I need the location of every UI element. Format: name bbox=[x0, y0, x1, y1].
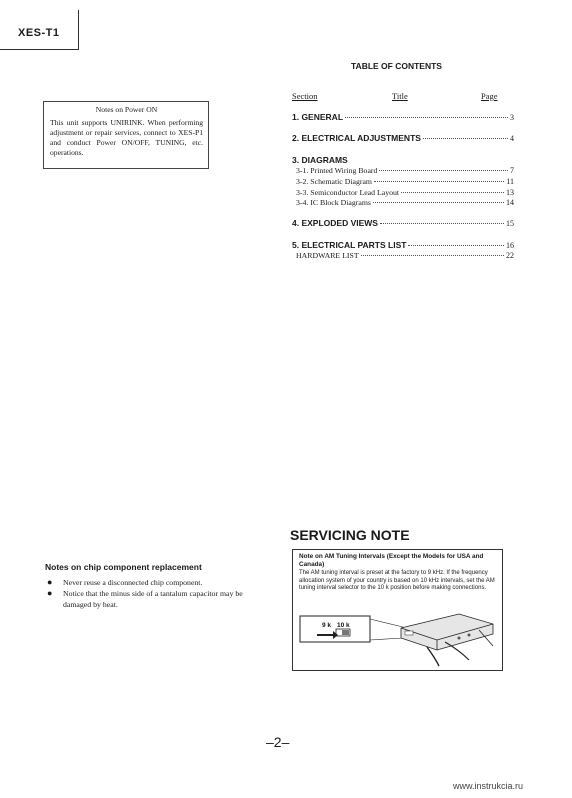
toc-entry-page: 3 bbox=[510, 113, 514, 122]
tuner-unit bbox=[401, 614, 493, 650]
am-tuning-note-body: The AM tuning interval is preset at the factory to 9 kHz. If the frequency allocation system of your country is based on 10 kHz intervals, set the AM tuning interval selector to the 10 k position before making connections. bbox=[299, 570, 495, 591]
bullet-icon: ● bbox=[47, 577, 53, 587]
toc-entry-electrical-parts-list[interactable] bbox=[292, 240, 514, 250]
power-on-note-box bbox=[43, 101, 209, 169]
toc-entry-exploded-views[interactable] bbox=[292, 218, 514, 228]
selector-label-10k: 10 k bbox=[337, 622, 350, 629]
toc-entry-page: 16 bbox=[506, 241, 514, 250]
toc-leader-dots bbox=[423, 138, 508, 139]
toc-entry-page: 7 bbox=[510, 166, 514, 175]
toc-entry-general[interactable] bbox=[292, 112, 514, 122]
toc-entry-label: 3-3. Semiconductor Lead Layout bbox=[296, 188, 400, 197]
toc-entry-label: 3-1. Printed Wiring Board bbox=[296, 166, 378, 175]
toc-leader-dots bbox=[379, 170, 508, 171]
toc-entry-label: 1. GENERAL bbox=[292, 112, 344, 122]
toc-leader-dots bbox=[408, 245, 504, 246]
am-tuning-note-box bbox=[292, 549, 503, 671]
chip-note-text: Never reuse a disconnected chip component. bbox=[63, 578, 203, 587]
toc-leader-dots bbox=[361, 255, 504, 256]
power-on-note-title: Notes on Power ON bbox=[95, 105, 158, 114]
servicing-note-title: SERVICING NOTE bbox=[290, 527, 410, 543]
model-tag: XES-T1 bbox=[18, 27, 60, 39]
toc-subentry-printed-wiring-board[interactable] bbox=[296, 166, 514, 175]
toc-subentry-ic-block-diagrams[interactable] bbox=[296, 198, 514, 207]
toc-column-section: Section bbox=[292, 91, 318, 101]
chip-notes-list bbox=[45, 577, 255, 610]
callout-line bbox=[370, 638, 403, 640]
toc-entry-page: 14 bbox=[506, 198, 514, 207]
selector-label-9k: 9 k bbox=[322, 622, 332, 629]
am-tuning-note-heading: Note on AM Tuning Intervals (Except the Models for USA and Canada) bbox=[299, 553, 484, 568]
toc-column-page: Page bbox=[481, 91, 498, 101]
toc-column-title: Title bbox=[392, 91, 408, 101]
tuner-unit-jack bbox=[458, 637, 461, 640]
toc-entry-electrical-adjustments[interactable] bbox=[292, 133, 514, 143]
watermark-text[interactable]: www.instrukcia.ru bbox=[453, 781, 524, 791]
list-item bbox=[45, 577, 255, 588]
bullet-icon: ● bbox=[47, 588, 53, 598]
callout-line bbox=[370, 619, 407, 628]
toc-entry-page: 15 bbox=[506, 219, 514, 228]
tuner-unit-switch bbox=[405, 631, 413, 635]
toc-entry-label: 4. EXPLODED VIEWS bbox=[292, 218, 378, 228]
toc-entry-label: 5. ELECTRICAL PARTS LIST bbox=[292, 240, 407, 250]
toc-leader-dots bbox=[380, 223, 504, 224]
toc-leader-dots bbox=[345, 117, 508, 118]
toc-entry-page: 11 bbox=[506, 177, 514, 186]
header-divider-horizontal bbox=[0, 49, 79, 50]
list-item bbox=[45, 588, 255, 610]
toc-entry-page: 4 bbox=[510, 134, 514, 143]
toc-subentry-semiconductor-lead-layout[interactable] bbox=[296, 188, 514, 197]
chip-notes-title: Notes on chip component replacement bbox=[45, 562, 202, 572]
toc-leader-dots bbox=[374, 181, 504, 182]
page-number: –2– bbox=[266, 734, 290, 750]
toc-entry-label: 3-4. IC Block Diagrams bbox=[296, 198, 371, 207]
toc-entry-page: 22 bbox=[506, 251, 514, 260]
toc-title: TABLE OF CONTENTS bbox=[351, 61, 442, 71]
toc-entry-diagrams[interactable]: 3. DIAGRAMS bbox=[292, 155, 348, 165]
toc-subentry-hardware-list[interactable] bbox=[296, 251, 514, 260]
am-tuning-selector-illustration bbox=[299, 610, 497, 668]
power-on-note-text: This unit supports UNIRINK. When performing adjustment or repair services, connect to XES-P1 and conduct Power ON/OFF, TUNING, etc. operations. bbox=[50, 118, 203, 157]
toc-entry-label: HARDWARE LIST bbox=[296, 251, 359, 260]
tuner-unit-jack bbox=[468, 634, 471, 637]
toc-entry-page: 13 bbox=[506, 188, 514, 197]
toc-subentry-schematic-diagram[interactable] bbox=[296, 177, 514, 186]
chip-note-text: Notice that the minus side of a tantalum capacitor may be damaged by heat. bbox=[63, 589, 243, 609]
toc-leader-dots bbox=[373, 202, 504, 203]
toc-leader-dots bbox=[401, 192, 504, 193]
selector-switch-knob bbox=[342, 630, 349, 635]
toc-entry-label: 2. ELECTRICAL ADJUSTMENTS bbox=[292, 133, 421, 143]
toc-entry-label: 3-2. Schematic Diagram bbox=[296, 177, 372, 186]
selector-callout-frame bbox=[300, 616, 370, 642]
header-divider-vertical bbox=[78, 10, 79, 50]
